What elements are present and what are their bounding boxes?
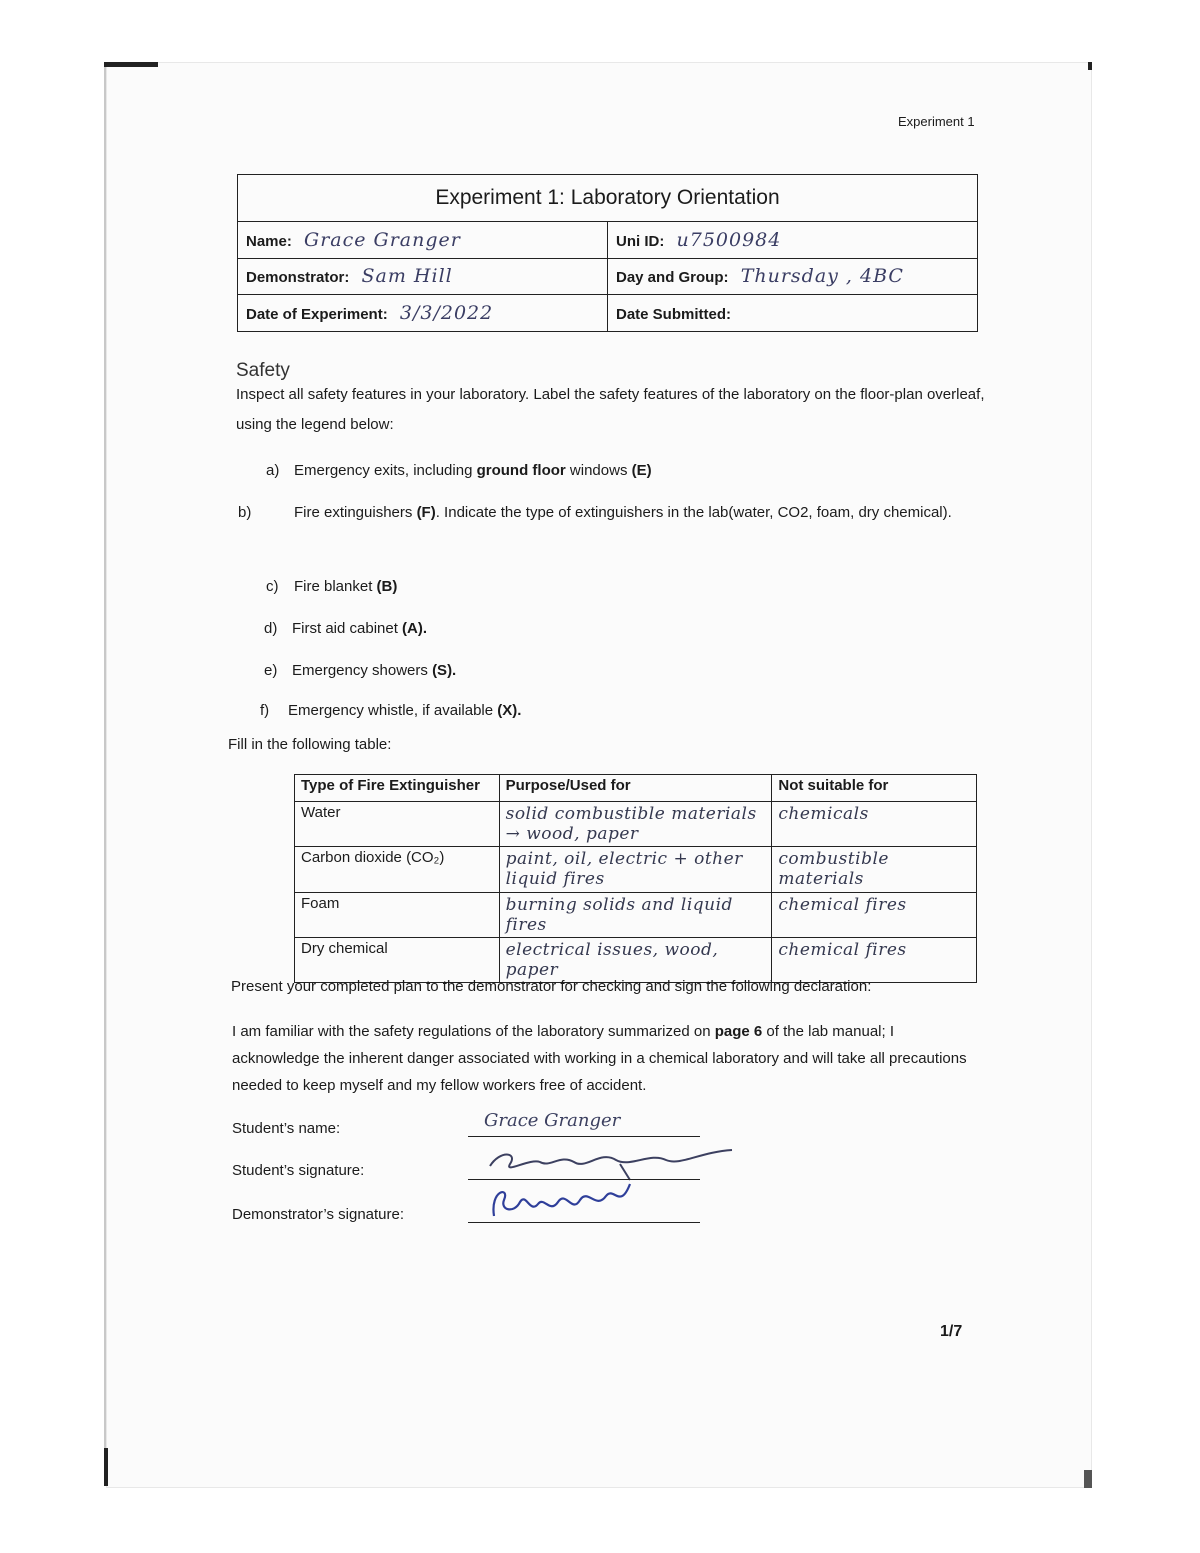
name-value[interactable]: Grace Granger	[304, 228, 461, 251]
table-row	[295, 802, 977, 847]
safety-item-text-end: . Indicate the type of extinguishers in the lab(water, CO2, foam, dry chemical).	[435, 504, 952, 521]
experiment-tag: Experiment 1	[898, 114, 975, 129]
date-value[interactable]: 3/3/2022	[399, 302, 494, 325]
cell-type: Carbon dioxide (CO₂)	[295, 847, 500, 893]
present-instruction: Present your completed plan to the demonstrator for checking and sign the following declaration:	[231, 978, 872, 995]
safety-item-marker: a)	[266, 462, 280, 479]
demonstrator-value[interactable]: Sam Hill	[361, 265, 453, 288]
demonstrator-cell	[238, 258, 608, 295]
declaration-text	[232, 1018, 982, 1099]
header-not-suitable: Not suitable for	[772, 775, 977, 802]
safety-item-text-before: Fire extinguishers	[294, 504, 417, 521]
safety-item-text-after: windows	[565, 462, 632, 479]
uni-id-label: Uni ID:	[616, 232, 665, 250]
page-corner-top-left	[104, 62, 158, 67]
page-corner-top-right	[1088, 62, 1092, 70]
safety-item	[266, 456, 946, 486]
student-name-value[interactable]: Grace Granger	[484, 1110, 621, 1131]
student-signature-mark[interactable]	[470, 1140, 750, 1184]
day-group-value[interactable]: Thursday , 4BC	[740, 265, 904, 288]
safety-item-marker: d)	[264, 620, 278, 637]
page-corner-bottom-right	[1084, 1470, 1092, 1488]
safety-item	[238, 498, 984, 528]
safety-item-text-before: Emergency showers	[292, 662, 433, 679]
day-group-cell	[608, 258, 978, 295]
cell-type: Dry chemical	[295, 938, 500, 983]
page-corner-bottom-left	[104, 1448, 108, 1486]
safety-item	[266, 572, 946, 602]
safety-item	[260, 696, 940, 726]
safety-item	[264, 614, 944, 644]
declaration-page-ref: page 6	[714, 1023, 763, 1040]
header-purpose: Purpose/Used for	[499, 775, 772, 802]
safety-item-bold: ground floor	[476, 462, 566, 479]
safety-item-code: (A).	[402, 620, 428, 637]
page-number: 1/7	[940, 1323, 963, 1340]
cell-not-suitable[interactable]: chemicals	[772, 802, 977, 847]
student-name-label: Student’s name:	[232, 1120, 341, 1137]
safety-item-text-before: Emergency exits, including	[294, 462, 477, 479]
cell-not-suitable[interactable]: chemical fires	[772, 893, 977, 938]
cell-type: Water	[295, 802, 500, 847]
page-edge-left	[104, 64, 106, 1448]
safety-item-code: (F)	[416, 504, 436, 521]
demonstrator-signature-label: Demonstrator’s signature:	[232, 1206, 405, 1223]
date-label: Date of Experiment:	[246, 306, 388, 324]
cell-not-suitable[interactable]: chemical fires	[772, 938, 977, 983]
cell-purpose[interactable]: burning solids and liquid fires	[499, 893, 772, 938]
submitted-label: Date Submitted:	[616, 306, 732, 324]
table-row	[295, 893, 977, 938]
safety-item-text-before: First aid cabinet	[292, 620, 403, 637]
name-cell	[238, 222, 608, 259]
fill-table-heading: Fill in the following table:	[228, 736, 392, 753]
header-type: Type of Fire Extinguisher	[295, 775, 500, 802]
safety-item-marker: b)	[238, 504, 252, 521]
safety-item-marker: e)	[264, 662, 278, 679]
student-signature-label: Student’s signature:	[232, 1162, 365, 1179]
extinguisher-table	[294, 774, 977, 983]
extinguisher-table-header	[295, 775, 977, 802]
demonstrator-signature-mark[interactable]	[480, 1180, 640, 1224]
table-row	[295, 938, 977, 983]
safety-item-code: (X).	[497, 702, 522, 719]
safety-heading: Safety	[236, 360, 290, 381]
safety-item-marker: f)	[260, 702, 270, 719]
cell-type: Foam	[295, 893, 500, 938]
cell-not-suitable[interactable]: combustible materials	[772, 847, 977, 893]
day-group-label: Day and Group:	[616, 269, 729, 287]
demonstrator-signature-line	[468, 1222, 700, 1223]
cell-purpose[interactable]: paint, oil, electric + other liquid fires	[499, 847, 772, 893]
safety-item-code: (E)	[631, 462, 652, 479]
table-row	[295, 847, 977, 893]
demonstrator-label: Demonstrator:	[246, 269, 350, 287]
safety-item-text-before: Fire blanket	[294, 578, 377, 595]
safety-intro: Inspect all safety features in your laboratory. Label the safety features of the laboratory on the floor-plan overleaf, using the legend below:	[236, 386, 985, 433]
experiment-info-table	[237, 174, 978, 332]
name-label: Name:	[246, 232, 292, 250]
cell-purpose[interactable]: solid combustible materials → wood, paper	[499, 802, 772, 847]
declaration-after: of the lab manual; I acknowledge the inherent danger associated with working in a chemical laboratory and will take all precautions needed to keep myself and my fellow workers free of accident.	[232, 1023, 967, 1094]
uni-id-cell	[608, 222, 978, 259]
experiment-title: Experiment 1: Laboratory Orientation	[238, 175, 978, 222]
declaration-before: I am familiar with the safety regulations of the laboratory summarized on	[232, 1023, 715, 1040]
uni-id-value[interactable]: u7500984	[676, 228, 782, 251]
submitted-cell	[608, 295, 978, 332]
safety-item	[264, 656, 944, 686]
safety-item-text-before: Emergency whistle, if available	[288, 702, 498, 719]
safety-item-code: (S).	[432, 662, 457, 679]
safety-item-code: (B)	[376, 578, 398, 595]
date-cell	[238, 295, 608, 332]
safety-item-marker: c)	[266, 578, 279, 595]
student-name-line	[468, 1136, 700, 1137]
cell-purpose[interactable]: electrical issues, wood, paper	[499, 938, 772, 983]
